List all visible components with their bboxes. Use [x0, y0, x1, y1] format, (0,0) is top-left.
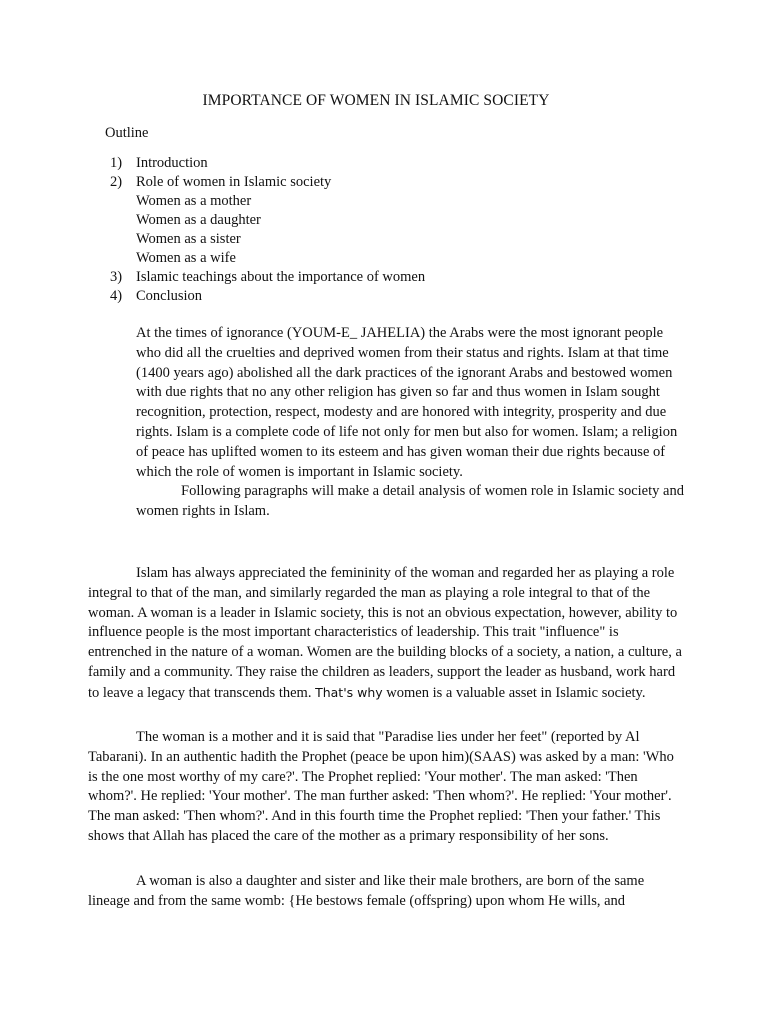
outline-sub-list [136, 192, 425, 268]
outline-subitem-wife: Women as a wife [136, 250, 236, 266]
intro-follow-text: Following paragraphs will make a detail analysis of women role in Islamic society and women rights in Islam. [136, 483, 684, 520]
outline-subitem-sister: Women as a sister [136, 231, 241, 247]
outline-item-number: 1) [110, 155, 123, 171]
outline-subitem-daughter: Women as a daughter [136, 212, 261, 228]
outline-item-role-of-women [110, 173, 425, 268]
body-paragraph-mother: The woman is a mother and it is said that "Paradise lies under her feet" (reported by Al Tabarani). In an authentic hadith the Prophet (peace be upon him)(SAAS) was asked by a man: 'Who is the one most worthy of my care?'. The Prophet replied: 'Your mother'. The man asked: 'Then whom?'. He replied: 'Your mother'. The man further asked: 'Then whom?'. He replied: 'Your mother'. The man asked: 'Then whom?'. And in this fourth time the Prophet replied: 'Then your father.' This shows that Allah has placed the care of the mother as a primary responsibility of her sons. [88, 729, 674, 844]
outline-item-islamic-teachings [110, 268, 425, 287]
paragraph-text: women is a valuable asset in Islamic society. [386, 684, 646, 701]
outline-list [110, 154, 425, 306]
paragraph-text-inline: That's why [315, 684, 383, 700]
outline-item-conclusion [110, 287, 425, 306]
intro-paragraph [136, 324, 684, 522]
outline-item-text: Introduction [136, 155, 208, 171]
body-paragraph-leadership [88, 564, 684, 704]
intro-text: At the times of ignorance (YOUM-E_ JAHELIA) the Arabs were the most ignorant people who did all the cruelties and deprived women from their status and rights. Islam at that time (1400 years ago) abolished all the dark practices of the ignorant Arabs and bestowed women with due rights that no any other religion has given so far and thus women in Islam sought recognition, protection, respect, modesty and are honored with integrity, prosperity and due rights. Islam is a complete code of life not only for men but also for women. Islam; a religion of peace has uplifted women to its esteem and has given woman their due rights because of which the role of women is important in Islamic society. [136, 325, 678, 480]
document-title: IMPORTANCE OF WOMEN IN ISLAMIC SOCIETY [202, 92, 550, 109]
body-paragraph-daughter-sister: A woman is also a daughter and sister and like their male brothers, are born of the same lineage and from the same womb: {He bestows female (offspring) upon whom He wills, and [88, 873, 645, 909]
paragraph-text: Islam has always appreciated the femininity of the woman and regarded her as playing a role integral to that of the man, and similarly regarded the man as playing a role integral to that of the woman. A woman is a leader in Islamic society, this is not an obvious expectation, however, ability to influence people is the most important characteristics of leadership. This trait "influence" is entrenched in the nature of a woman. Women are the building blocks of a society, a nation, a culture, a family and a community. They raise the children as leaders, support the leader as husband, work hard to leave a legacy that transcends them. [88, 565, 682, 701]
outline-item-text: Islamic teachings about the importance of women [136, 269, 426, 285]
outline-item-number: 2) [110, 174, 123, 190]
outline-subitem-mother: Women as a mother [136, 193, 252, 209]
outline-item-text: Role of women in Islamic society [136, 174, 332, 190]
outline-item-introduction [110, 154, 425, 173]
outline-heading: Outline [105, 125, 149, 141]
outline-item-text: Conclusion [136, 288, 203, 304]
outline-item-number: 3) [110, 269, 123, 285]
outline-item-number: 4) [110, 288, 123, 304]
